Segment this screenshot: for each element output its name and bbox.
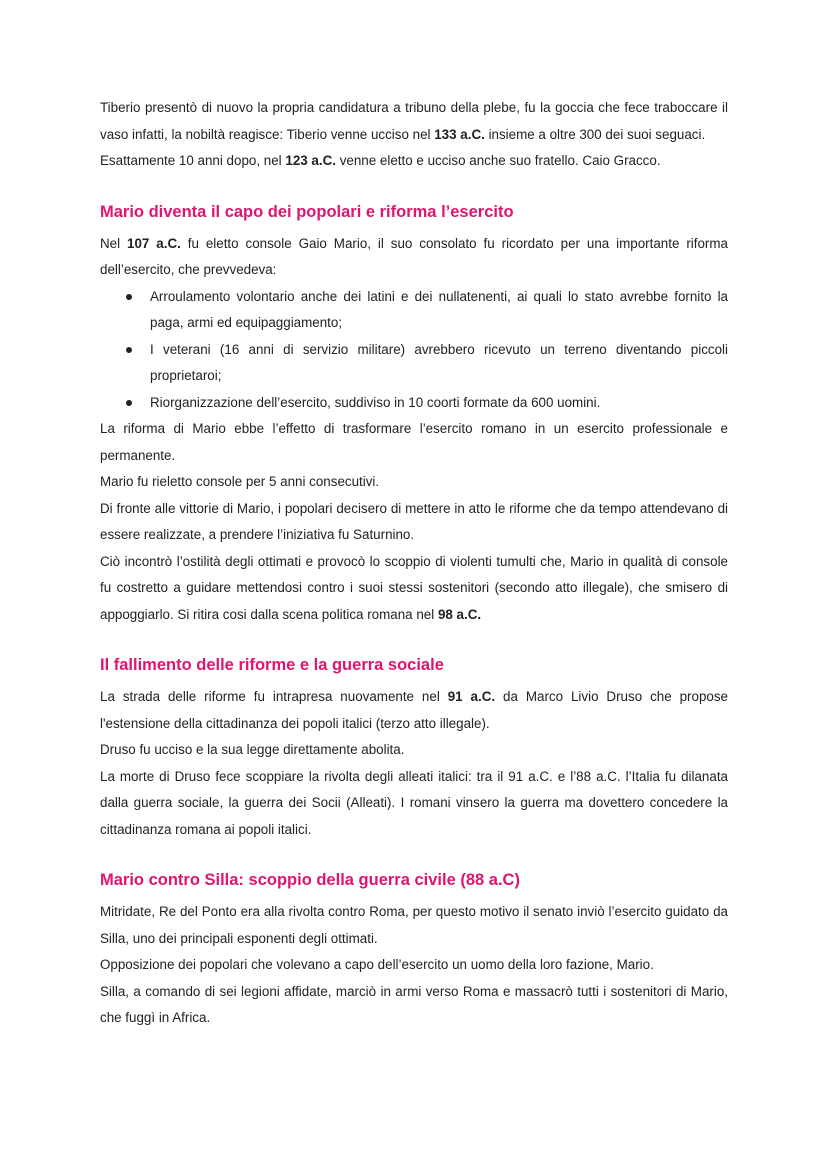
section3-paragraph-3: Silla, a comando di sei legioni affidate, marciò in armi verso Roma e massacrò tutti i sostenitori di Mario, che fuggì in Africa. (100, 983, 728, 1025)
intro-paragraph-1: Tiberio presentò di nuovo la propria candidatura a tribuno della plebe, fu la goccia che fece traboccare il vaso infatti, la nobiltà reagisce: Tiberio venne ucciso nel 133 a.C. insieme a oltre 300 dei suoi seguaci. (100, 100, 728, 142)
section1-paragraph-3: Mario fu rieletto console per 5 anni consecutivi. (100, 474, 380, 489)
intro-paragraph-2: Esattamente 10 anni dopo, nel 123 a.C. venne eletto e ucciso anche suo fratello. Caio Gracco. (100, 153, 661, 168)
section2-paragraph-1: La strada delle riforme fu intrapresa nuovamente nel 91 a.C. da Marco Livio Druso che propose l'estensione della cittadinanza dei popoli italici (terzo atto illegale). (100, 689, 728, 731)
date-highlight: 98 a.C. (437, 606, 482, 622)
section2-paragraph-3: La morte di Druso fece scoppiare la rivolta degli alleati italici: tra il 91 a.C. e l’88 a.C. l’Italia fu dilanata dalla guerra sociale, la guerra dei Socii (Alleati). I romani vinsero la guerra ma dovettero concedere la cittadinanza romana ai popoli italici. (100, 768, 728, 837)
list-item: Riorganizzazione dell’esercito, suddiviso in 10 coorti formate da 600 uomini. (150, 390, 728, 417)
date-highlight: 123 a.C. (285, 153, 336, 168)
section3-paragraph-1: Mitridate, Re del Ponto era alla rivolta contro Roma, per questo motivo il senato inviò l’esercito guidato da Silla, uno dei principali esponenti degli ottimati. (100, 904, 728, 946)
document-page (100, 95, 728, 1032)
bullet-icon (126, 294, 132, 300)
date-highlight: 91 a.C. (447, 689, 496, 704)
section2-paragraph-2: Druso fu ucciso e la sua legge direttamente abolita. (100, 742, 405, 757)
bullet-icon (126, 347, 132, 353)
section-heading: Mario diventa il capo dei popolari e riforma l’esercito (100, 202, 514, 221)
section3-paragraph-2: Opposizione dei popolari che volevano a capo dell’esercito un uomo della loro fazione, Mario. (100, 957, 654, 972)
section-heading: Mario contro Silla: scoppio della guerra civile (88 a.C) (100, 871, 520, 889)
date-highlight: 107 a.C. (127, 235, 181, 251)
section1-paragraph-4: Di fronte alle vittorie di Mario, i popolari decisero di mettere in atto le riforme che da tempo attendevano di essere realizzate, a prendere l’iniziativa fu Saturnino. (100, 500, 728, 542)
list-item: Arroulamento volontario anche dei latini e dei nullatenenti, ai quali lo stato avrebbe fornito la paga, armi ed equipaggiamento; (150, 284, 728, 337)
reform-bullet-list (100, 284, 728, 417)
section-heading: Il fallimento delle riforme e la guerra sociale (100, 656, 444, 674)
date-highlight: 133 a.C. (434, 126, 485, 142)
section1-paragraph-1: Nel 107 a.C. fu eletto console Gaio Mario, il suo consolato fu ricordato per una importante riforma dell’esercito, che prevvedeva: (100, 235, 728, 277)
list-item: I veterani (16 anni di servizio militare) avrebbero ricevuto un terreno diventando piccoli proprietaroi; (150, 337, 728, 390)
section1-paragraph-2: La riforma di Mario ebbe l’effetto di trasformare l’esercito romano in un esercito professionale e permanente. (100, 421, 728, 463)
section1-paragraph-5: Ciò incontrò l’ostilità degli ottimati e provocò lo scoppio di violenti tumulti che, Mario in qualità di console fu costretto a guidare mettendosi contro i suoi stessi sostenitori (secondo atto illegale), che smisero di appoggiarlo. Si ritira cosi dalla scena politica romana nel 98 a.C. (100, 553, 728, 622)
bullet-icon (126, 400, 132, 406)
